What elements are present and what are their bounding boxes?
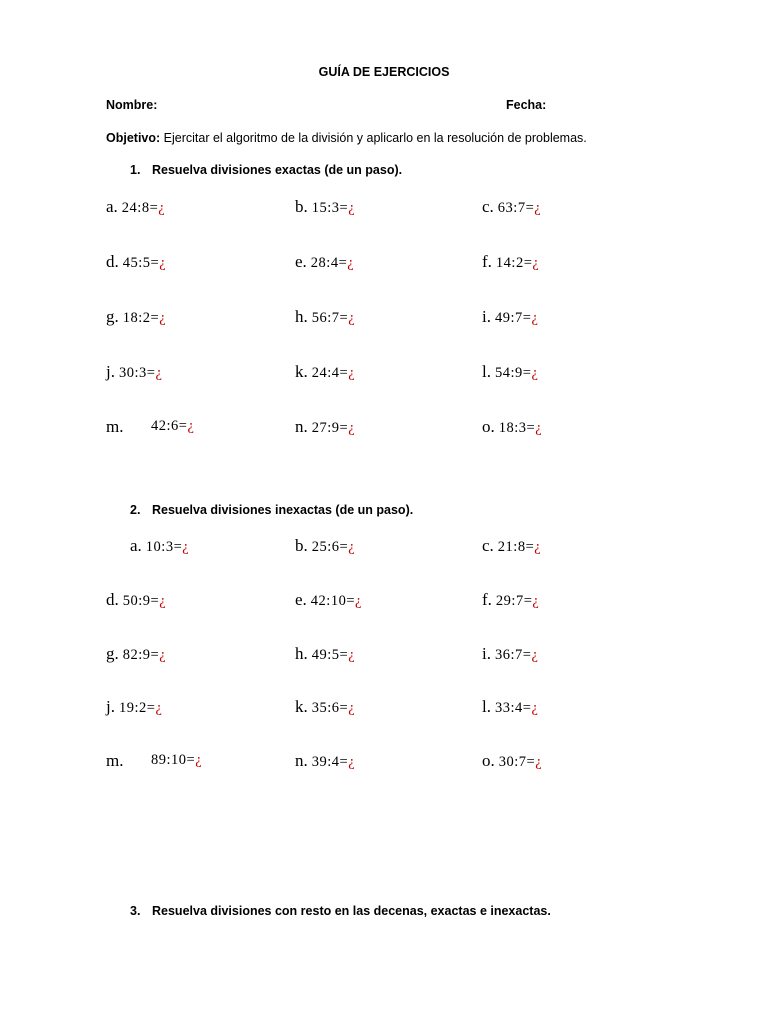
- item-letter: l.: [482, 697, 491, 716]
- item-letter: c.: [482, 536, 494, 555]
- division-expression: 50:9=: [122, 593, 160, 609]
- division-expression: 18:3=: [498, 420, 536, 436]
- item-letter: e.: [295, 590, 307, 609]
- item-letter: g.: [106, 307, 119, 326]
- answer-mark: ¿: [531, 310, 539, 326]
- exercise-item: [482, 417, 542, 437]
- section-3-heading: [130, 904, 551, 918]
- exercise-item: [106, 590, 166, 610]
- answer-mark: ¿: [348, 647, 356, 663]
- division-expression: 30:3=: [118, 365, 156, 381]
- objective-label: Objetivo:: [106, 131, 161, 145]
- item-letter: n.: [295, 751, 308, 770]
- item-letter: m.: [106, 417, 124, 436]
- answer-mark: ¿: [532, 255, 540, 271]
- exercise-item: [106, 307, 166, 327]
- item-letter: f.: [482, 252, 492, 271]
- division-expression: 49:5=: [311, 647, 349, 663]
- division-expression: 42:10=: [310, 593, 356, 609]
- answer-mark: ¿: [531, 647, 539, 663]
- exercise-item: [295, 751, 355, 771]
- item-letter: h.: [295, 644, 308, 663]
- item-letter: k.: [295, 697, 308, 716]
- division-expression: 33:4=: [494, 700, 532, 716]
- exercise-item: [295, 644, 355, 664]
- division-expression: 39:4=: [311, 754, 349, 770]
- answer-mark: ¿: [355, 593, 362, 609]
- answer-mark: ¿: [535, 420, 543, 436]
- section-title: Resuelva divisiones exactas (de un paso).: [152, 163, 403, 177]
- exercise-item: [295, 417, 355, 437]
- exercise-item: [295, 697, 355, 717]
- answer-mark: ¿: [531, 700, 539, 716]
- item-letter: o.: [482, 417, 495, 436]
- item-letter: h.: [295, 307, 308, 326]
- answer-mark: ¿: [159, 593, 167, 609]
- objective: [106, 131, 587, 145]
- item-letter: m.: [106, 751, 124, 770]
- answer-mark: ¿: [155, 365, 163, 381]
- item-letter: n.: [295, 417, 308, 436]
- answer-mark: ¿: [348, 310, 356, 326]
- exercise-item: [295, 307, 355, 327]
- page-title: GUÍA DE EJERCICIOS: [318, 65, 450, 79]
- answer-mark: ¿: [534, 539, 542, 555]
- division-expression: 49:7=: [494, 310, 532, 326]
- answer-mark: ¿: [535, 754, 543, 770]
- division-expression: 45:5=: [122, 255, 160, 271]
- answer-mark: ¿: [348, 700, 356, 716]
- answer-mark: ¿: [348, 365, 356, 381]
- section-2-heading: [130, 503, 413, 517]
- section-number: 1.: [130, 163, 141, 177]
- exercise-item: [482, 697, 538, 717]
- division-expression: 14:2=: [495, 255, 533, 271]
- division-expression: 54:9=: [494, 365, 532, 381]
- exercise-item: [295, 252, 354, 272]
- item-letter: a.: [130, 536, 142, 555]
- answer-mark: ¿: [187, 418, 195, 434]
- item-letter: f.: [482, 590, 492, 609]
- exercise-item: [106, 697, 162, 717]
- division-expression: 29:7=: [495, 593, 533, 609]
- exercise-item: [106, 197, 165, 217]
- section-title: Resuelva divisiones con resto en las decenas, exactas e inexactas.: [152, 904, 551, 918]
- answer-mark: ¿: [159, 310, 167, 326]
- exercise-item: [482, 252, 539, 272]
- item-letter: c.: [482, 197, 494, 216]
- exercise-item: [482, 536, 541, 556]
- answer-mark: ¿: [159, 647, 167, 663]
- section-1-heading: [130, 163, 402, 177]
- item-letter: j.: [106, 697, 115, 716]
- division-expression: 19:2=: [118, 700, 156, 716]
- exercise-item: [482, 590, 539, 610]
- answer-mark: ¿: [155, 700, 163, 716]
- exercise-item: [295, 362, 355, 382]
- exercise-item: [130, 536, 189, 556]
- item-letter: i.: [482, 644, 491, 663]
- item-letter: g.: [106, 644, 119, 663]
- objective-text: Ejercitar el algoritmo de la división y aplicarlo en la resolución de problemas.: [160, 131, 587, 145]
- answer-mark: ¿: [348, 420, 356, 436]
- item-letter: b.: [295, 536, 308, 555]
- division-expression: 27:9=: [311, 420, 349, 436]
- division-expression: 36:7=: [494, 647, 532, 663]
- exercise-item: [151, 751, 202, 769]
- answer-mark: ¿: [534, 200, 542, 216]
- section-number: 3.: [130, 904, 141, 918]
- item-letter: e.: [295, 252, 307, 271]
- nombre-label: Nombre:: [106, 98, 158, 112]
- exercise-item: [482, 362, 538, 382]
- exercise-item: [482, 644, 538, 664]
- exercise-item: [106, 751, 123, 771]
- exercise-item: [106, 417, 123, 437]
- fecha-label: Fecha:: [506, 98, 547, 112]
- division-expression: 21:8=: [497, 539, 535, 555]
- division-expression: 42:6=: [151, 418, 188, 434]
- division-expression: 24:4=: [311, 365, 349, 381]
- answer-mark: ¿: [531, 365, 539, 381]
- item-letter: o.: [482, 751, 495, 770]
- answer-mark: ¿: [159, 255, 167, 271]
- item-letter: d.: [106, 252, 119, 271]
- item-letter: b.: [295, 197, 308, 216]
- answer-mark: ¿: [348, 200, 356, 216]
- division-expression: 89:10=: [151, 752, 196, 768]
- division-expression: 63:7=: [497, 200, 535, 216]
- exercise-item: [295, 590, 362, 610]
- answer-mark: ¿: [347, 255, 355, 271]
- answer-mark: ¿: [532, 593, 540, 609]
- answer-mark: ¿: [348, 539, 356, 555]
- division-expression: 10:3=: [145, 539, 183, 555]
- item-letter: i.: [482, 307, 491, 326]
- division-expression: 82:9=: [122, 647, 160, 663]
- exercise-item: [482, 751, 542, 771]
- exercise-item: [295, 536, 355, 556]
- division-expression: 15:3=: [311, 200, 349, 216]
- answer-mark: ¿: [158, 200, 166, 216]
- exercise-item: [482, 197, 541, 217]
- section-title: Resuelva divisiones inexactas (de un paso).: [152, 503, 414, 517]
- answer-mark: ¿: [195, 752, 203, 768]
- item-letter: d.: [106, 590, 119, 609]
- answer-mark: ¿: [182, 539, 190, 555]
- exercise-item: [482, 307, 538, 327]
- exercise-item: [295, 197, 355, 217]
- section-number: 2.: [130, 503, 141, 517]
- exercise-item: [106, 362, 162, 382]
- exercise-item: [151, 417, 194, 435]
- division-expression: 24:8=: [121, 200, 159, 216]
- division-expression: 56:7=: [311, 310, 349, 326]
- item-letter: a.: [106, 197, 118, 216]
- division-expression: 30:7=: [498, 754, 536, 770]
- item-letter: j.: [106, 362, 115, 381]
- answer-mark: ¿: [348, 754, 356, 770]
- exercise-item: [106, 644, 166, 664]
- division-expression: 28:4=: [310, 255, 348, 271]
- item-letter: k.: [295, 362, 308, 381]
- division-expression: 18:2=: [122, 310, 160, 326]
- exercise-item: [106, 252, 166, 272]
- item-letter: l.: [482, 362, 491, 381]
- division-expression: 35:6=: [311, 700, 349, 716]
- division-expression: 25:6=: [311, 539, 349, 555]
